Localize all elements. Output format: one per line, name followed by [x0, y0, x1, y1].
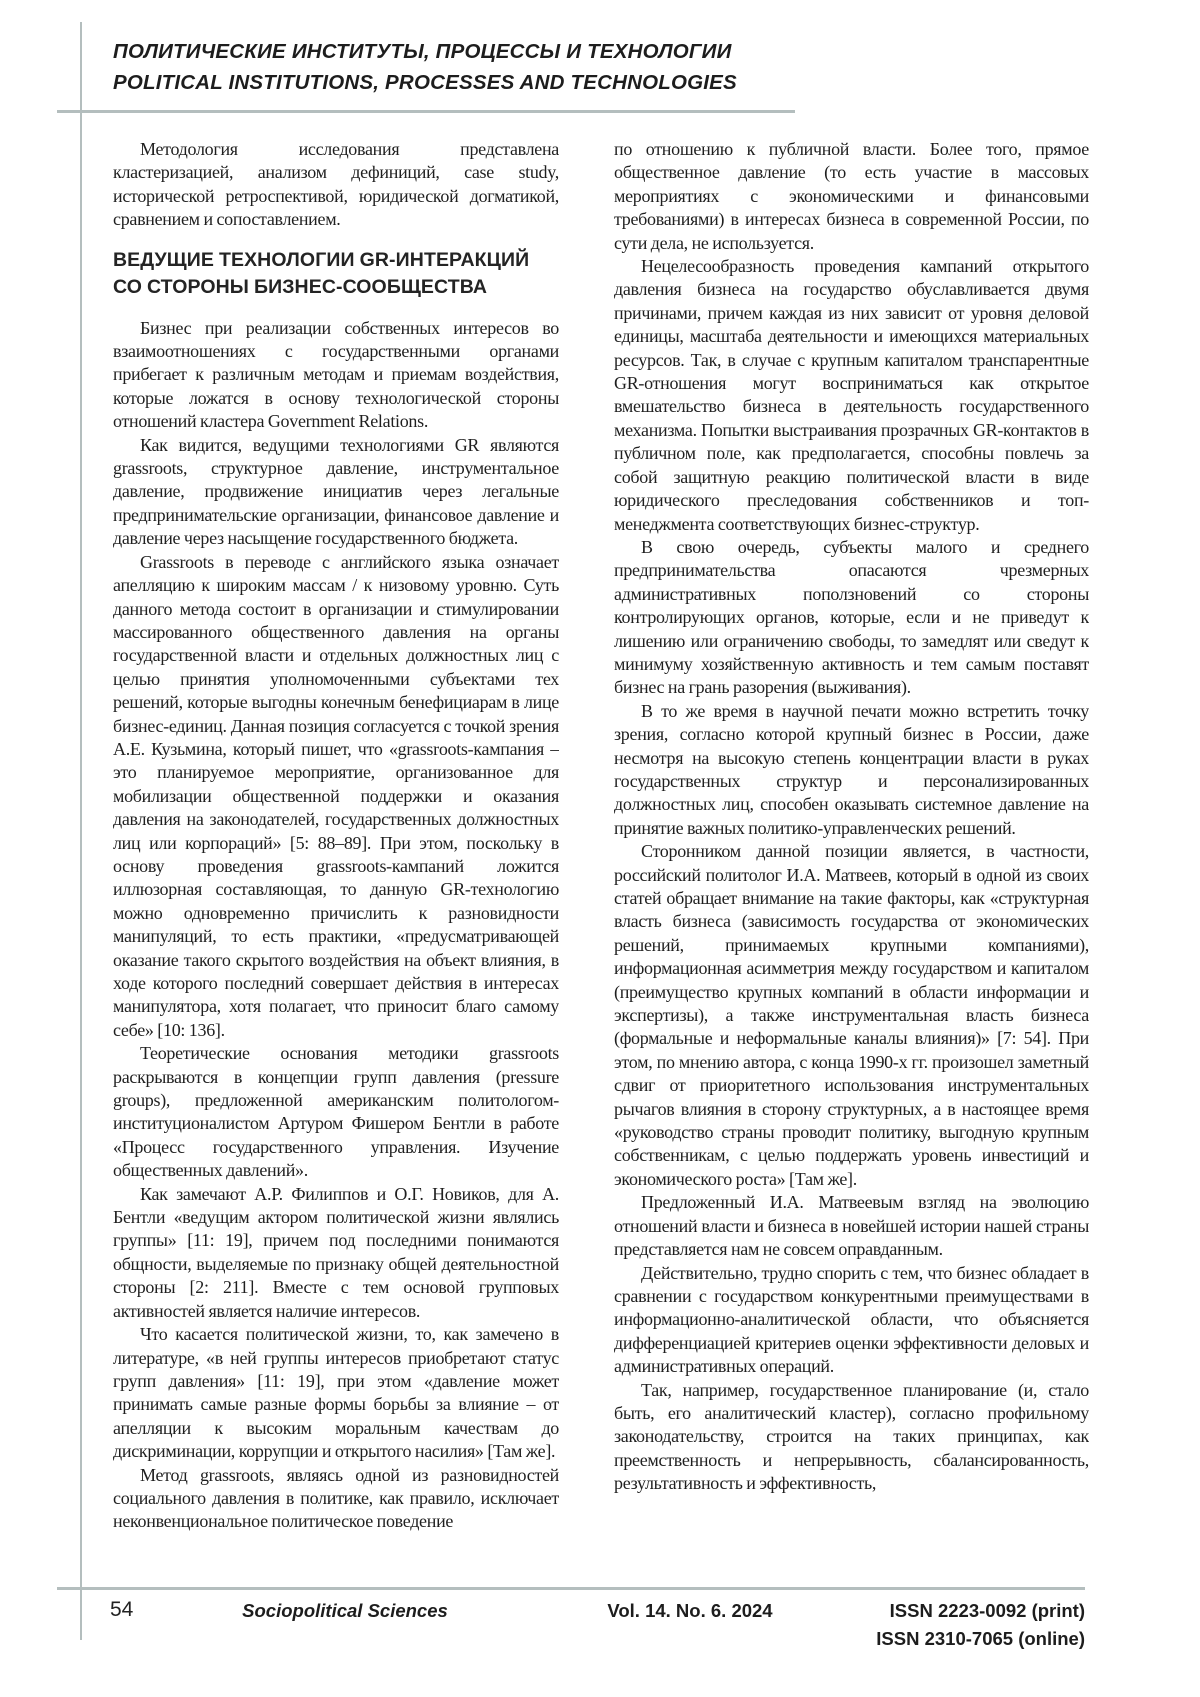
column-left: [113, 138, 559, 1570]
issn-block: [876, 1597, 1085, 1653]
paragraph: Так, например, государственное планирование (и, стало быть, его аналитический кластер), согласно профильному законодательству, строится на таких принципах, как преемственность и непрерывность, сбалансированность, результативность и эффективность,: [614, 1379, 1089, 1494]
paragraph: по отношению к публичной власти. Более того, прямое общественное давление (то есть участие в массовых мероприятиях с экономическими и финансовыми требованиями) в интересах бизнеса в современной России, по сути дела, не используется.: [614, 139, 1089, 253]
paragraph: Что касается политической жизни, то, как замечено в литературе, «в ней группы интересов приобретают статус групп давления» [11: 19], при этом «давление может принимать самые разные формы борьбы за влияние – от апелляции к высоким моральным качествам до дискриминации, коррупции и открытого насилия» [Там же].: [113, 1324, 559, 1462]
paragraph: Бизнес при реализации собственных интересов во взаимоотношениях с государственными органами прибегает к различным методам и приемам воздействия, которые ложатся в основу технологической стороны отношений кластера Government Relations.: [113, 317, 559, 432]
paragraph: Метод grassroots, являясь одной из разновидностей социального давления в политике, как правило, исключает неконвенциональное политическое поведение: [113, 1464, 559, 1532]
paragraph: Предложенный И.А. Матвеевым взгляд на эволюцию отношений власти и бизнеса в новейшей истории нашей страны представляется нам не совсем оправданным.: [614, 1192, 1089, 1260]
paragraph: Действительно, трудно спорить с тем, что бизнес обладает в сравнении с государством конкурентными преимуществами в информационно-аналитической области, что объясняется дифференциацией критериев оценки эффективности деловых и административных операций.: [614, 1262, 1089, 1377]
left-margin-rule: [80, 22, 82, 1640]
paragraph: В свою очередь, субъекты малого и среднего предпринимательства опасаются чрезмерных административных поползновений со стороны контролирующих органов, которые, если и не приведут к лишению или ограничению свободы, то замедлят или сведут к минимуму хозяйственную активность и тем самым поставят бизнес на грань разорения (выживания).: [614, 536, 1089, 698]
left-paragraphs: [113, 317, 559, 1534]
running-head: [113, 36, 737, 98]
paragraph: Сторонником данной позиции является, в частности, российский политолог И.А. Матвеев, который в одной из своих статей обращает внимание на такие факторы, как «структурная власть бизнеса (зависимость государства от экономических решений, принимаемых крупными компаниями), информационная асимметрия между государством и капиталом (преимущество крупных компаний в области информации и экспертизы), а также инструментальная власть бизнеса (формальные и неформальные каналы влияния)» [7: 54]. При этом, по мнению автора, с конца 1990-х гг. произошел заметный сдвиг от приоритетного использования инструментальных рычагов влияния в сторону структурных, а в настоящее время «руководство страны проводит политику, выгодную крупным собственникам, с целью поддержать уровень инвестиций и экономического роста» [Там же].: [614, 841, 1089, 1189]
paragraph: Как видится, ведущими технологиями GR являются grassroots, структурное давление, инструментальное давление, продвижение инициатив через легальные предпринимательские организации, финансовое давление и давление через насыщение государственного бюджета.: [113, 434, 559, 549]
section-heading: [113, 247, 559, 301]
header-rule: [57, 110, 795, 113]
section-title-en: POLITICAL INSTITUTIONS, PROCESSES AND TECHNOLOGIES: [113, 71, 737, 94]
paragraph: Как замечают А.Р. Филиппов и О.Г. Новиков, для А. Бентли «ведущим актором политической жизни являлись группы» [11: 19], причем под последними понимаются общности, выделяемые по признаку общей деятельностной стороны [2: 211]. Вместе с тем основой групповых активностей является наличие интересов.: [113, 1183, 559, 1321]
journal-title: Sociopolitical Sciences: [242, 1600, 448, 1621]
issn-print: ISSN 2223-0092 (print): [889, 1600, 1085, 1621]
article-body: [113, 138, 1089, 1570]
footer-rule: [57, 1587, 1085, 1590]
issn-online: ISSN 2310-7065 (online): [876, 1628, 1085, 1649]
page-number: 54: [110, 1598, 134, 1621]
section-heading-line1: ВЕДУЩИЕ ТЕХНОЛОГИИ GR-ИНТЕРАКЦИЙ: [113, 248, 530, 271]
volume-info: Vol. 14. No. 6. 2024: [607, 1600, 773, 1621]
intro-paragraphs: [113, 138, 559, 232]
right-paragraphs: [614, 138, 1089, 1496]
paragraph: Grassroots в переводе с английского языка означает апелляцию к широким массам / к низовому уровню. Суть данного метода состоит в организации и стимулировании массированного общественного давления на органы государственной власти и отдельных должностных лиц с целью принятия уполномоченными субъектами тех решений, которые выгодны конечным бенефициарам в лице бизнес-единиц. Данная позиция согласуется с точкой зрения А.Е. Кузьмина, который пишет, что «grassroots-кампания – это планируемое мероприятие, организованное для мобилизации общественной поддержки и оказания давления на законодателей, государственных должностных лиц или корпораций» [5: 88–89]. При этом, поскольку в основу проведения grassroots-кампаний ложится иллюзорная составляющая, то данную GR-технологию можно одновременно причислить к разновидности манипуляций, то есть практики, «предусматривающей оказание такого скрытого воздействия на объект влияния, в ходе которого последний совершает действия в интересах манипулятора, хотя полагает, что приносит благо самому себе» [10: 136].: [113, 551, 559, 1040]
paragraph: В то же время в научной печати можно встретить точку зрения, согласно которой крупный бизнес в России, даже несмотря на высокую степень концентрации власти в руках государственных структур и персонализированных должностных лиц, способен оказывать системное давление на принятие важных политико-управленческих решений.: [614, 700, 1089, 838]
column-right: [614, 138, 1089, 1570]
paragraph: Нецелесообразность проведения кампаний открытого давления бизнеса на государство обуславливается двумя причинами, причем каждая из них зависит от уровня деловой единицы, масштаба деятельности и имеющихся материальных ресурсов. Так, в случае с крупным капиталом транспарентные GR-отношения могут восприниматься как открытое вмешательство бизнеса в деятельность государственного механизма. Попытки выстраивания прозрачных GR-контактов в публичном поле, как предполагается, способны повлечь за собой защитную реакцию политической власти в виде юридического преследования собственников и топ-менеджмента соответствующих бизнес-структур.: [614, 256, 1089, 534]
paragraph: Методология исследования представлена кластеризацией, анализом дефиниций, case study, исторической ретроспективой, юридической догматикой, сравнением и сопоставлением.: [113, 139, 559, 230]
section-heading-line2: СО СТОРОНЫ БИЗНЕС-СООБЩЕСТВА: [113, 275, 488, 298]
section-title-ru: ПОЛИТИЧЕСКИЕ ИНСТИТУТЫ, ПРОЦЕССЫ И ТЕХНОЛОГИИ: [113, 40, 732, 63]
paragraph: Теоретические основания методики grassroots раскрываются в концепции групп давления (pressure groups), предложенной американским политологом-институционалистом Артуром Фишером Бентли в работе «Процесс государственного управления. Изучение общественных давлений».: [113, 1043, 559, 1181]
